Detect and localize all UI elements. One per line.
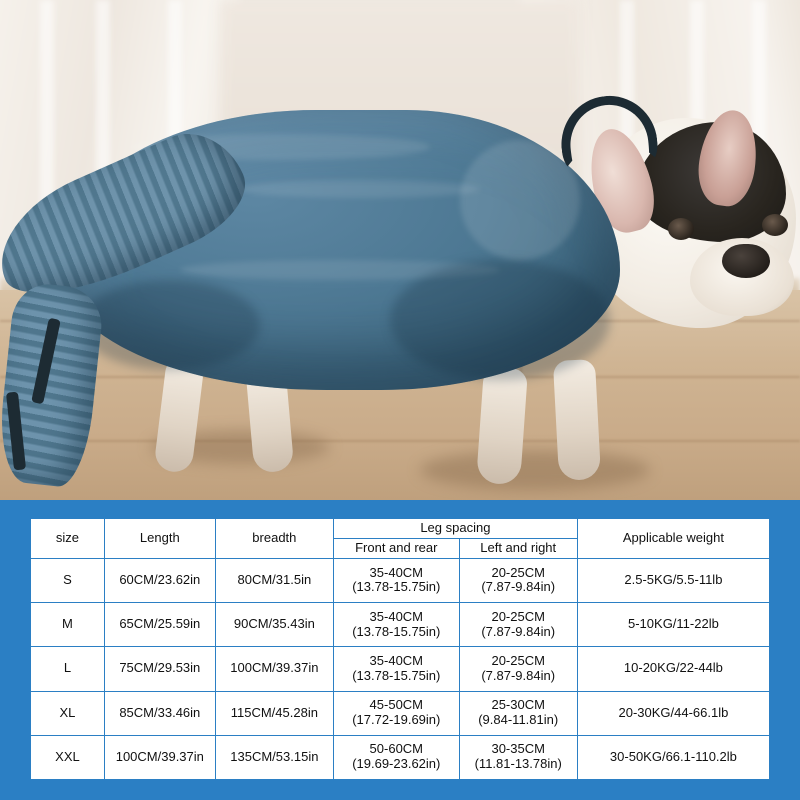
cell-front-rear [333, 691, 459, 735]
cell-size: M [31, 603, 105, 647]
cell-front-rear-sub: (17.72-19.69in) [352, 712, 441, 728]
dog-leg [553, 359, 601, 481]
cell-breadth: 100CM/39.37in [215, 647, 333, 691]
table-row [31, 647, 770, 691]
cell-breadth: 115CM/45.28in [215, 691, 333, 735]
cell-front-rear-main: 35-40CM [369, 564, 424, 580]
cell-front-rear-sub: (13.78-15.75in) [352, 667, 441, 683]
cell-size: XL [31, 691, 105, 735]
cell-breadth: 90CM/35.43in [215, 603, 333, 647]
dog-nose [722, 244, 770, 278]
cell-front-rear [333, 735, 459, 779]
table-row [31, 603, 770, 647]
cell-front-rear-sub: (13.78-15.75in) [352, 623, 441, 639]
cell-left-right [459, 691, 577, 735]
cell-size: XXL [31, 735, 105, 779]
cell-left-right [459, 603, 577, 647]
floor-shadow [420, 450, 650, 490]
cell-weight: 2.5-5KG/5.5-11lb [577, 558, 769, 602]
cell-length: 100CM/39.37in [104, 735, 215, 779]
cell-size: L [31, 647, 105, 691]
cell-left-right [459, 647, 577, 691]
header-breadth: breadth [215, 519, 333, 559]
dog-eye-right [762, 214, 788, 236]
cell-left-right [459, 558, 577, 602]
dog-eye-left [668, 218, 694, 240]
cell-left-right-sub: (7.87-9.84in) [481, 623, 556, 639]
table-row [31, 691, 770, 735]
cell-front-rear-sub: (13.78-15.75in) [352, 579, 441, 595]
cell-left-right-sub: (9.84-11.81in) [478, 712, 559, 728]
cell-front-rear-sub: (19.69-23.62in) [352, 756, 441, 772]
dog-leg [476, 367, 528, 486]
cell-front-rear [333, 647, 459, 691]
cell-weight: 10-20KG/22-44lb [577, 647, 769, 691]
header-applicable-weight: Applicable weight [577, 519, 769, 559]
cell-left-right-main: 20-25CM [491, 564, 545, 580]
cell-front-rear-main: 35-40CM [369, 652, 424, 668]
cell-length: 60CM/23.62in [104, 558, 215, 602]
cell-left-right-main: 20-25CM [491, 652, 545, 668]
cell-left-right-main: 30-35CM [491, 741, 545, 757]
header-length: Length [104, 519, 215, 559]
header-front-and-rear: Front and rear [333, 538, 459, 558]
cell-front-rear-main: 45-50CM [369, 697, 424, 713]
size-chart-table [30, 518, 770, 780]
cell-weight: 20-30KG/44-66.1lb [577, 691, 769, 735]
table-row [31, 735, 770, 779]
cell-front-rear-main: 50-60CM [369, 741, 424, 757]
cell-length: 75CM/29.53in [104, 647, 215, 691]
cell-front-rear [333, 603, 459, 647]
cell-size: S [31, 558, 105, 602]
cell-left-right-sub: (11.81-13.78in) [474, 756, 562, 772]
cell-left-right-main: 20-25CM [491, 608, 545, 624]
size-chart-panel [0, 500, 800, 800]
cell-front-rear [333, 558, 459, 602]
cell-front-rear-main: 35-40CM [369, 608, 424, 624]
header-left-and-right: Left and right [459, 538, 577, 558]
cell-length: 65CM/25.59in [104, 603, 215, 647]
header-leg-spacing: Leg spacing [333, 519, 577, 539]
cell-left-right-sub: (7.87-9.84in) [481, 579, 556, 595]
cell-left-right-sub: (7.87-9.84in) [481, 667, 556, 683]
cell-weight: 5-10KG/11-22lb [577, 603, 769, 647]
cell-left-right-main: 25-30CM [491, 697, 545, 713]
header-size: size [31, 519, 105, 559]
cell-weight: 30-50KG/66.1-110.2lb [577, 735, 769, 779]
cell-breadth: 135CM/53.15in [215, 735, 333, 779]
cell-length: 85CM/33.46in [104, 691, 215, 735]
cell-left-right [459, 735, 577, 779]
cell-breadth: 80CM/31.5in [215, 558, 333, 602]
table-header-row [31, 519, 770, 539]
table-row [31, 558, 770, 602]
floor-plank-line [0, 440, 800, 442]
